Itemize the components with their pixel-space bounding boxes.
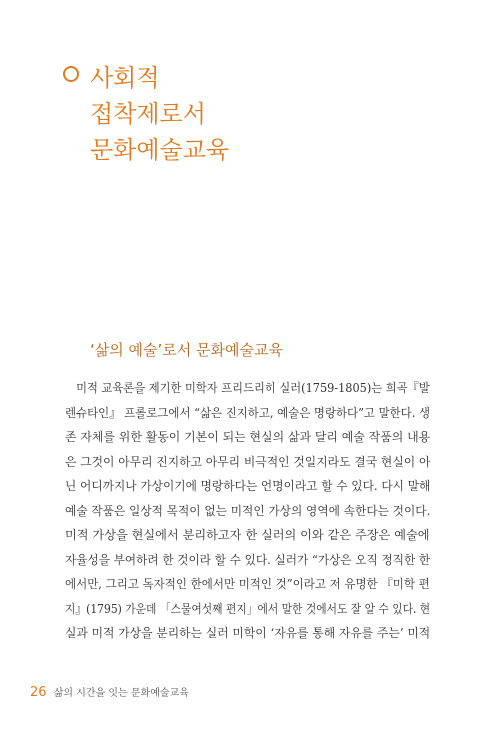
body-line: 은 그것이 아무리 진지하고 아무리 비극적인 것일지라도 결국 현실이 아 [65,454,431,469]
body-line: 닌 어디까지나 가상이기에 명랑하다는 언명이라고 할 수 있다. 다시 말해 [65,479,431,493]
body-line: 지』(1795) 가운데 「스물여섯째 편지」에서 말한 것에서도 잘 알 수 있다. 현 [65,601,431,616]
body-line: 예술 작품은 일상적 목적이 없는 미적인 가상의 영역에 속한다는 것이다. [65,503,431,518]
chapter-title [90,60,229,168]
body-line: 미적 교육론을 제기한 미학자 프리드리히 실러(1759-1805)는 희곡『발 [76,381,430,395]
section-heading: ‘삶의 예술’로서 문화예술교육 [90,341,283,359]
body-line: 존 자체를 위한 활동이 기본이 되는 현실의 삶과 달리 예술 작품의 내용 [65,430,431,444]
book-title: 삶의 시간을 잇는 문화예술교육 [53,688,189,699]
body-line: 실과 미적 가상을 분리하는 실러 미학이 ‘자유를 통해 자유를 주는’ 미적 [65,626,431,640]
body-line: 에서만, 그리고 독자적인 한에서만 미적인 것”이라고 저 유명한 『미학 편 [65,577,430,591]
body-line: 자율성을 부여하려 한 것이라 할 수 있다. 실러가 “가상은 오직 정직한 한 [65,552,431,567]
chapter-title-line: 사회적 [90,64,160,92]
body-line: 미적 가상을 현실에서 분리하고자 한 실러의 이와 같은 주장은 예술에 [65,528,430,542]
page-footer [30,684,189,700]
body-line: 렌슈타인』 프롤로그에서 “삶은 진지하고, 예술은 명랑하다”고 말한다. 생 [65,405,431,420]
chapter-title-line: 접착제로서 [90,100,206,128]
chapter-title-line: 문화예술교육 [90,136,230,164]
bullet-circle-icon [63,66,79,82]
body-paragraph [65,376,430,646]
page-number: 26 [30,685,47,700]
